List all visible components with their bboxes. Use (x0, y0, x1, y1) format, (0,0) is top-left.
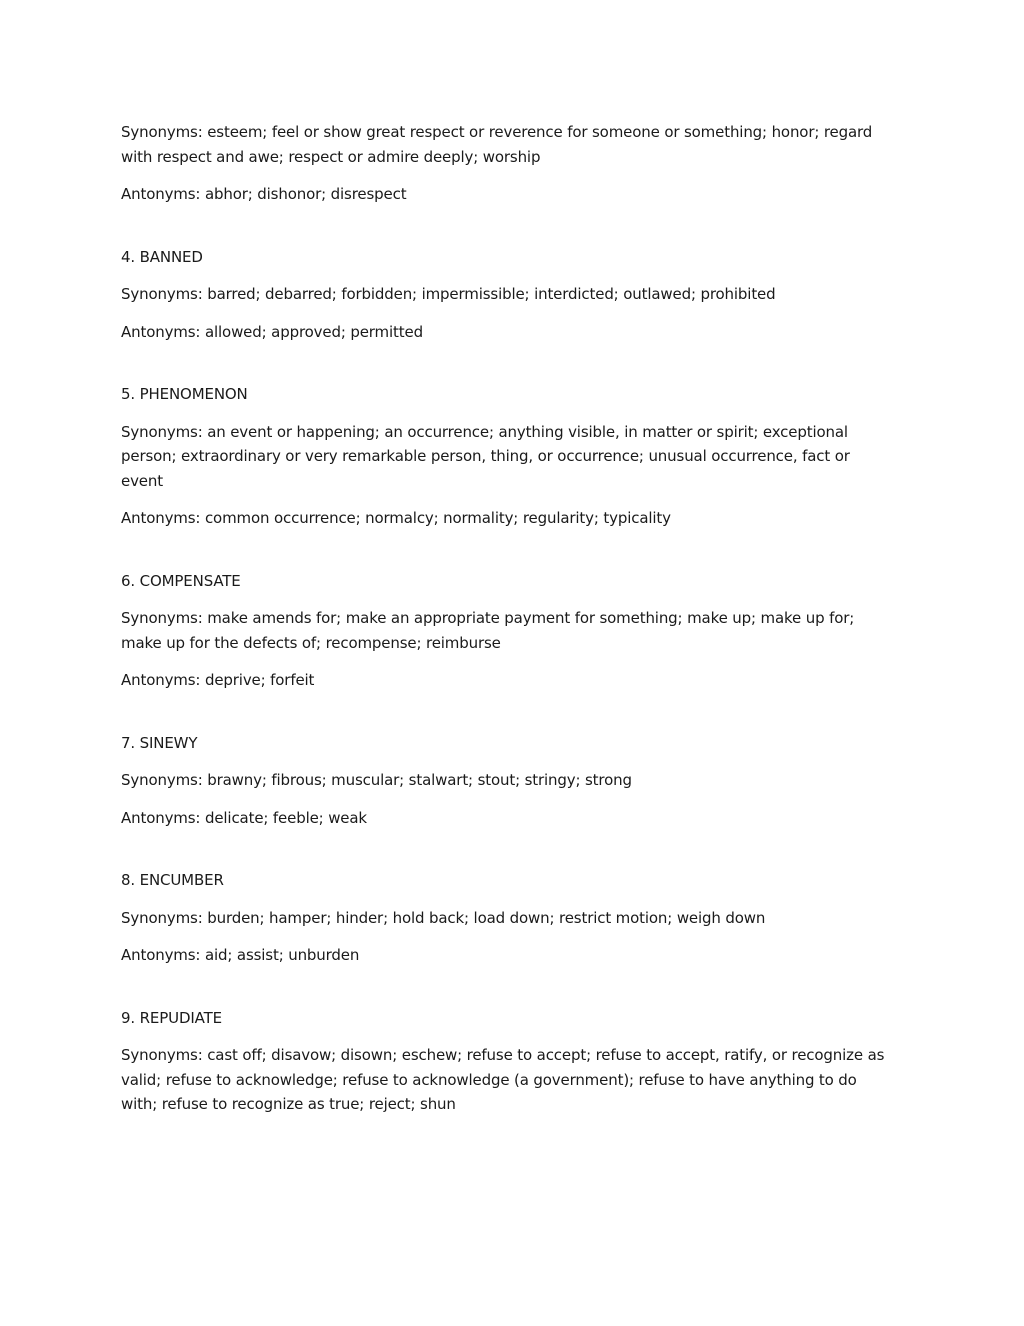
entry-heading-repudiate: 9. REPUDIATE (121, 1008, 222, 1027)
entry-antonyms-phenomenon: Antonyms: common occurrence; normalcy; normality; regularity; typicality (121, 509, 671, 527)
entry-synonyms-sinewy: Synonyms: brawny; fibrous; muscular; stalwart; stout; stringy; strong (121, 771, 632, 789)
entry-synonyms-compensate: Synonyms: make amends for; make an appropriate payment for something; make up; make up for; make up for the defects of; recompense; reimburse (121, 609, 855, 652)
entry-antonyms-sinewy: Antonyms: delicate; feeble; weak (121, 808, 367, 827)
entry-antonyms-banned: Antonyms: allowed; approved; permitted (121, 322, 423, 341)
entry-heading-encumber: 8. ENCUMBER (121, 871, 224, 889)
entry-antonyms-compensate: Antonyms: deprive; forfeit (121, 671, 315, 689)
entry-heading-banned: 4. BANNED (121, 247, 203, 266)
entry-heading-phenomenon: 5. PHENOMENON (121, 385, 248, 403)
entry-synonyms-encumber: Synonyms: burden; hamper; hinder; hold back; load down; restrict motion; weigh down (121, 908, 766, 927)
top-synonyms: Synonyms: esteem; feel or show great respect or reverence for someone or something; honor; regard with respect and awe; respect or admire deeply; worship (121, 123, 873, 166)
entry-antonyms-encumber: Antonyms: aid; assist; unburden (121, 946, 360, 964)
entry-synonyms-phenomenon: Synonyms: an event or happening; an occurrence; anything visible, in matter or spirit; exceptional person; extraordinary or very remarkable person, thing, or occurrence; unusual occurrence, fact or event (121, 422, 850, 490)
top-antonyms: Antonyms: abhor; dishonor; disrespect (121, 185, 407, 203)
document-page (121, 120, 896, 1117)
entry-heading-compensate: 6. COMPENSATE (121, 571, 241, 590)
entry-synonyms-banned: Synonyms: barred; debarred; forbidden; impermissible; interdicted; outlawed; prohibited (121, 285, 776, 303)
entry-synonyms-repudiate: Synonyms: cast off; disavow; disown; eschew; refuse to accept; refuse to accept, ratify, or recognize as valid; refuse to acknowledge; refuse to acknowledge (a government); refuse to have anything to do with; refuse to recognize as true; reject; shun (121, 1046, 885, 1113)
entry-heading-sinewy: 7. SINEWY (121, 733, 198, 752)
